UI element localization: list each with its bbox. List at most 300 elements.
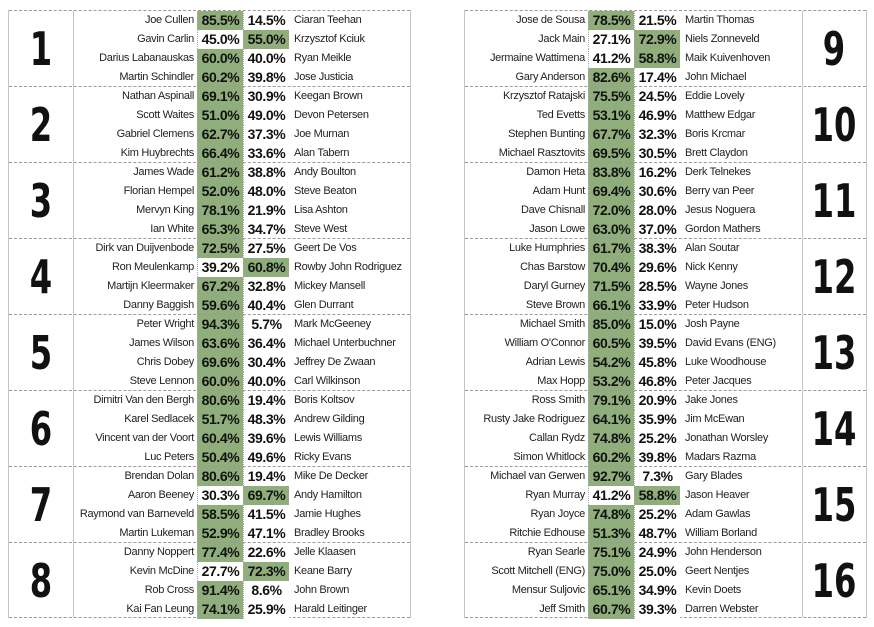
player-two-probability: 45.8% bbox=[634, 353, 680, 372]
player-two-name: Jake Jones bbox=[685, 394, 738, 406]
player-two-name: Alan Tabern bbox=[294, 147, 350, 159]
player-two-name: Keegan Brown bbox=[294, 90, 363, 102]
match-row bbox=[73, 334, 410, 353]
player-one-name: Daryl Gurney bbox=[523, 280, 585, 292]
player-one-name: Michael Smith bbox=[519, 318, 585, 330]
player-two-probability: 16.2% bbox=[634, 163, 680, 182]
player-one-probability: 27.1% bbox=[588, 30, 634, 49]
player-two-name: Glen Durrant bbox=[294, 299, 354, 311]
match-row bbox=[73, 87, 410, 106]
player-two-name: Steve West bbox=[294, 223, 348, 235]
player-one-probability: 41.2% bbox=[588, 49, 634, 68]
player-one-name: Adam Hunt bbox=[532, 185, 585, 197]
player-one-probability: 27.7% bbox=[197, 562, 243, 581]
group-number: 10 bbox=[811, 98, 857, 152]
match-row bbox=[73, 562, 410, 581]
player-one-name: Luke Humphries bbox=[509, 242, 585, 254]
player-two-probability: 8.6% bbox=[243, 581, 289, 600]
match-row bbox=[73, 429, 410, 448]
player-two-probability: 46.9% bbox=[634, 106, 680, 125]
match-row bbox=[73, 410, 410, 429]
match-row bbox=[73, 467, 410, 486]
player-one-name: Martin Lukeman bbox=[119, 527, 194, 539]
player-one-name: Ted Evetts bbox=[536, 109, 585, 121]
match-group bbox=[465, 10, 866, 86]
player-two-probability: 21.9% bbox=[243, 201, 289, 220]
player-two-name: Geert De Vos bbox=[294, 242, 357, 254]
player-one-probability: 60.4% bbox=[197, 429, 243, 448]
player-one-probability: 52.9% bbox=[197, 524, 243, 543]
match-row bbox=[73, 505, 410, 524]
player-one-probability: 58.5% bbox=[197, 505, 243, 524]
player-two-name: Lewis Williams bbox=[294, 432, 362, 444]
player-one-name: Martin Schindler bbox=[119, 71, 194, 83]
player-two-probability: 25.2% bbox=[634, 505, 680, 524]
player-two-name: Jeffrey De Zwaan bbox=[294, 356, 376, 368]
player-two-name: Jelle Klaasen bbox=[294, 546, 356, 558]
match-group bbox=[9, 390, 410, 466]
match-row bbox=[73, 296, 410, 315]
match-row bbox=[73, 11, 410, 30]
match-row bbox=[465, 581, 802, 600]
player-two-name: Kevin Doets bbox=[685, 584, 742, 596]
player-two-name: Mark McGeeney bbox=[294, 318, 371, 330]
match-row bbox=[73, 353, 410, 372]
player-two-probability: 24.5% bbox=[634, 87, 680, 106]
match-row bbox=[465, 277, 802, 296]
player-one-name: Ron Meulenkamp bbox=[111, 261, 194, 273]
player-two-name: Alan Soutar bbox=[685, 242, 740, 254]
player-two-name: Matthew Edgar bbox=[685, 109, 756, 121]
match-row bbox=[465, 68, 802, 87]
player-two-probability: 33.9% bbox=[634, 296, 680, 315]
match-group bbox=[465, 238, 866, 314]
match-group bbox=[465, 314, 866, 390]
player-one-probability: 74.1% bbox=[197, 600, 243, 619]
player-one-probability: 54.2% bbox=[588, 353, 634, 372]
player-one-name: Rob Cross bbox=[144, 584, 194, 596]
player-two-name: Michael Unterbuchner bbox=[294, 337, 396, 349]
player-one-name: Jason Lowe bbox=[529, 223, 585, 235]
player-two-probability: 39.8% bbox=[243, 68, 289, 87]
player-two-probability: 20.9% bbox=[634, 391, 680, 410]
player-one-name: Danny Baggish bbox=[123, 299, 194, 311]
player-one-name: Adrian Lewis bbox=[525, 356, 585, 368]
player-two-probability: 38.8% bbox=[243, 163, 289, 182]
player-one-probability: 72.0% bbox=[588, 201, 634, 220]
player-one-probability: 74.8% bbox=[588, 429, 634, 448]
player-one-probability: 79.1% bbox=[588, 391, 634, 410]
player-two-name: Jim McEwan bbox=[685, 413, 745, 425]
player-one-name: Jack Main bbox=[538, 33, 585, 45]
player-one-name: James Wilson bbox=[129, 337, 194, 349]
player-one-probability: 94.3% bbox=[197, 315, 243, 334]
player-one-probability: 60.0% bbox=[197, 49, 243, 68]
player-two-probability: 48.7% bbox=[634, 524, 680, 543]
player-one-probability: 51.3% bbox=[588, 524, 634, 543]
player-two-name: Harald Leitinger bbox=[294, 603, 367, 615]
player-one-name: Darius Labanauskas bbox=[99, 52, 194, 64]
player-two-probability: 17.4% bbox=[634, 68, 680, 87]
player-one-name: Florian Hempel bbox=[123, 185, 194, 197]
player-one-probability: 65.1% bbox=[588, 581, 634, 600]
right-bracket-panel bbox=[464, 10, 867, 618]
player-one-name: Simon Whitlock bbox=[513, 451, 585, 463]
match-row bbox=[465, 600, 802, 619]
player-two-name: Josh Payne bbox=[685, 318, 740, 330]
match-group bbox=[9, 10, 410, 86]
player-one-name: Gavin Carlin bbox=[137, 33, 194, 45]
player-two-name: Jonathan Worsley bbox=[685, 432, 769, 444]
player-two-probability: 29.6% bbox=[634, 258, 680, 277]
match-row bbox=[465, 429, 802, 448]
match-row bbox=[73, 581, 410, 600]
player-two-probability: 46.8% bbox=[634, 372, 680, 391]
player-one-name: Kevin McDine bbox=[129, 565, 194, 577]
match-row bbox=[465, 258, 802, 277]
match-row bbox=[465, 486, 802, 505]
player-two-name: Boris Krcmar bbox=[685, 128, 745, 140]
group-number: 16 bbox=[811, 554, 857, 608]
player-two-name: Brett Claydon bbox=[685, 147, 748, 159]
group-number: 14 bbox=[811, 402, 857, 456]
player-two-name: Luke Woodhouse bbox=[685, 356, 767, 368]
player-one-name: Mensur Suljovic bbox=[511, 584, 585, 596]
player-one-probability: 60.7% bbox=[588, 600, 634, 619]
player-one-probability: 70.4% bbox=[588, 258, 634, 277]
player-two-probability: 21.5% bbox=[634, 11, 680, 30]
player-two-name: Andrew Gilding bbox=[294, 413, 365, 425]
match-row bbox=[73, 163, 410, 182]
player-two-name: Derk Telnekes bbox=[685, 166, 751, 178]
player-one-probability: 71.5% bbox=[588, 277, 634, 296]
player-one-name: Martijn Kleermaker bbox=[107, 280, 194, 292]
player-one-name: Karel Sedlacek bbox=[124, 413, 194, 425]
match-row bbox=[73, 68, 410, 87]
player-one-probability: 69.1% bbox=[197, 87, 243, 106]
player-one-probability: 51.7% bbox=[197, 410, 243, 429]
match-row bbox=[73, 125, 410, 144]
player-two-name: Madars Razma bbox=[685, 451, 756, 463]
match-row bbox=[465, 505, 802, 524]
match-row bbox=[465, 49, 802, 68]
match-group bbox=[465, 390, 866, 466]
player-two-probability: 35.9% bbox=[634, 410, 680, 429]
match-group bbox=[9, 86, 410, 162]
player-two-name: Geert Nentjes bbox=[685, 565, 749, 577]
player-two-probability: 25.2% bbox=[634, 429, 680, 448]
match-group bbox=[9, 162, 410, 238]
player-one-probability: 39.2% bbox=[197, 258, 243, 277]
player-two-probability: 30.6% bbox=[634, 182, 680, 201]
group-number: 9 bbox=[822, 22, 846, 76]
group-number: 5 bbox=[29, 326, 53, 380]
match-row bbox=[465, 182, 802, 201]
player-one-probability: 60.2% bbox=[588, 448, 634, 467]
group-number: 4 bbox=[29, 250, 53, 304]
player-one-probability: 45.0% bbox=[197, 30, 243, 49]
match-row bbox=[465, 524, 802, 543]
match-row bbox=[73, 524, 410, 543]
player-one-probability: 66.4% bbox=[197, 144, 243, 163]
player-two-name: John Michael bbox=[685, 71, 747, 83]
player-two-probability: 58.8% bbox=[634, 486, 680, 505]
match-row bbox=[73, 201, 410, 220]
match-group bbox=[9, 238, 410, 314]
match-row bbox=[73, 448, 410, 467]
player-one-name: Vincent van der Voort bbox=[95, 432, 194, 444]
match-row bbox=[73, 220, 410, 239]
player-one-probability: 69.5% bbox=[588, 144, 634, 163]
group-number: 12 bbox=[811, 250, 857, 304]
player-two-probability: 33.6% bbox=[243, 144, 289, 163]
player-one-name: Ryan Joyce bbox=[530, 508, 585, 520]
player-one-name: Raymond van Barneveld bbox=[79, 508, 194, 520]
player-one-name: Danny Noppert bbox=[123, 546, 194, 558]
player-one-name: Ryan Murray bbox=[525, 489, 585, 501]
player-two-probability: 39.5% bbox=[634, 334, 680, 353]
player-two-probability: 72.9% bbox=[634, 30, 680, 49]
player-two-name: Eddie Lovely bbox=[685, 90, 745, 102]
player-one-name: Brendan Dolan bbox=[124, 470, 194, 482]
player-two-probability: 39.3% bbox=[634, 600, 680, 619]
player-one-name: Ross Smith bbox=[531, 394, 585, 406]
player-two-probability: 22.6% bbox=[243, 543, 289, 562]
player-one-probability: 82.6% bbox=[588, 68, 634, 87]
match-row bbox=[465, 125, 802, 144]
player-two-name: Joe Murnan bbox=[294, 128, 350, 140]
match-row bbox=[465, 410, 802, 429]
player-one-name: Max Hopp bbox=[537, 375, 585, 387]
player-two-name: Devon Petersen bbox=[294, 109, 369, 121]
match-row bbox=[465, 163, 802, 182]
player-one-name: Steve Lennon bbox=[129, 375, 194, 387]
match-row bbox=[465, 562, 802, 581]
player-one-name: Scott Waites bbox=[136, 109, 194, 121]
player-one-probability: 85.0% bbox=[588, 315, 634, 334]
match-row bbox=[465, 30, 802, 49]
match-row bbox=[73, 106, 410, 125]
match-row bbox=[73, 372, 410, 391]
player-two-name: Gordon Mathers bbox=[685, 223, 761, 235]
player-two-name: Ricky Evans bbox=[294, 451, 352, 463]
player-one-probability: 77.4% bbox=[197, 543, 243, 562]
player-two-name: Gary Blades bbox=[685, 470, 743, 482]
player-one-probability: 75.1% bbox=[588, 543, 634, 562]
group-divider bbox=[802, 391, 803, 466]
player-one-name: Ritchie Edhouse bbox=[509, 527, 585, 539]
player-two-name: Ciaran Teehan bbox=[294, 14, 362, 26]
player-two-name: John Henderson bbox=[685, 546, 762, 558]
player-two-probability: 34.7% bbox=[243, 220, 289, 239]
group-number: 13 bbox=[811, 326, 857, 380]
match-row bbox=[465, 448, 802, 467]
match-row bbox=[465, 391, 802, 410]
player-two-name: Jamie Hughes bbox=[294, 508, 361, 520]
player-two-name: David Evans (ENG) bbox=[685, 337, 776, 349]
player-one-name: Ian White bbox=[150, 223, 194, 235]
match-row bbox=[465, 467, 802, 486]
player-one-probability: 53.2% bbox=[588, 372, 634, 391]
player-one-name: Stephen Bunting bbox=[508, 128, 585, 140]
player-one-name: Joe Cullen bbox=[145, 14, 194, 26]
match-row bbox=[465, 543, 802, 562]
player-one-probability: 50.4% bbox=[197, 448, 243, 467]
player-two-name: Boris Koltsov bbox=[294, 394, 355, 406]
player-one-probability: 80.6% bbox=[197, 391, 243, 410]
player-one-probability: 59.6% bbox=[197, 296, 243, 315]
player-one-probability: 30.3% bbox=[197, 486, 243, 505]
match-group bbox=[9, 314, 410, 390]
player-two-name: Nick Kenny bbox=[685, 261, 738, 273]
player-one-probability: 64.1% bbox=[588, 410, 634, 429]
match-group bbox=[9, 466, 410, 542]
player-one-probability: 92.7% bbox=[588, 467, 634, 486]
player-two-name: Peter Jacques bbox=[685, 375, 752, 387]
player-two-name: Rowby John Rodriguez bbox=[294, 261, 402, 273]
player-two-name: Steve Beaton bbox=[294, 185, 357, 197]
player-one-probability: 63.6% bbox=[197, 334, 243, 353]
player-one-name: Michael van Gerwen bbox=[490, 470, 585, 482]
player-two-probability: 38.3% bbox=[634, 239, 680, 258]
player-two-name: Andy Boulton bbox=[294, 166, 356, 178]
player-one-probability: 75.0% bbox=[588, 562, 634, 581]
player-two-name: Bradley Brooks bbox=[294, 527, 365, 539]
player-one-probability: 61.2% bbox=[197, 163, 243, 182]
player-one-name: Peter Wright bbox=[136, 318, 194, 330]
player-two-probability: 19.4% bbox=[243, 467, 289, 486]
group-number: 15 bbox=[811, 478, 857, 532]
match-row bbox=[465, 353, 802, 372]
player-two-probability: 72.3% bbox=[243, 562, 289, 581]
player-one-name: Callan Rydz bbox=[528, 432, 585, 444]
player-two-name: Jose Justicia bbox=[294, 71, 354, 83]
player-one-name: Dave Chisnall bbox=[521, 204, 585, 216]
player-two-probability: 55.0% bbox=[243, 30, 289, 49]
match-row bbox=[73, 49, 410, 68]
player-one-probability: 67.2% bbox=[197, 277, 243, 296]
player-one-name: Michael Rasztovits bbox=[498, 147, 585, 159]
player-one-name: Jermaine Wattimena bbox=[489, 52, 585, 64]
player-two-probability: 28.5% bbox=[634, 277, 680, 296]
player-two-probability: 34.9% bbox=[634, 581, 680, 600]
group-number: 7 bbox=[29, 478, 53, 532]
player-one-name: Scott Mitchell (ENG) bbox=[491, 565, 585, 577]
player-one-probability: 67.7% bbox=[588, 125, 634, 144]
player-one-probability: 66.1% bbox=[588, 296, 634, 315]
player-two-probability: 32.8% bbox=[243, 277, 289, 296]
group-number: 11 bbox=[811, 174, 857, 228]
player-two-probability: 32.3% bbox=[634, 125, 680, 144]
player-two-probability: 48.3% bbox=[243, 410, 289, 429]
group-divider bbox=[802, 11, 803, 86]
player-one-probability: 75.5% bbox=[588, 87, 634, 106]
player-one-name: Dirk van Duijvenbode bbox=[95, 242, 194, 254]
match-row bbox=[73, 277, 410, 296]
player-two-probability: 40.0% bbox=[243, 49, 289, 68]
player-two-probability: 48.0% bbox=[243, 182, 289, 201]
player-one-probability: 78.1% bbox=[197, 201, 243, 220]
player-two-probability: 37.3% bbox=[243, 125, 289, 144]
player-one-probability: 72.5% bbox=[197, 239, 243, 258]
group-divider bbox=[802, 163, 803, 238]
player-one-probability: 52.0% bbox=[197, 182, 243, 201]
player-one-probability: 83.8% bbox=[588, 163, 634, 182]
player-two-probability: 30.4% bbox=[243, 353, 289, 372]
player-one-probability: 60.0% bbox=[197, 372, 243, 391]
player-two-probability: 41.5% bbox=[243, 505, 289, 524]
match-row bbox=[73, 30, 410, 49]
match-row bbox=[73, 144, 410, 163]
player-two-probability: 36.4% bbox=[243, 334, 289, 353]
player-one-probability: 74.8% bbox=[588, 505, 634, 524]
player-two-name: Ryan Meikle bbox=[294, 52, 352, 64]
group-divider bbox=[802, 467, 803, 542]
player-two-probability: 39.8% bbox=[634, 448, 680, 467]
player-two-name: Maik Kuivenhoven bbox=[685, 52, 771, 64]
group-number: 3 bbox=[29, 174, 53, 228]
group-number: 2 bbox=[29, 98, 53, 152]
player-one-name: Luc Peters bbox=[144, 451, 194, 463]
player-one-name: Jose de Sousa bbox=[516, 14, 585, 26]
match-group bbox=[465, 162, 866, 238]
player-one-name: Jeff Smith bbox=[539, 603, 585, 615]
player-one-name: Kim Huybrechts bbox=[120, 147, 194, 159]
player-two-probability: 25.0% bbox=[634, 562, 680, 581]
player-one-name: Steve Brown bbox=[525, 299, 585, 311]
player-two-name: Peter Hudson bbox=[685, 299, 749, 311]
player-one-name: Damon Heta bbox=[526, 166, 585, 178]
player-one-name: Gary Anderson bbox=[515, 71, 585, 83]
player-one-probability: 69.4% bbox=[588, 182, 634, 201]
player-two-probability: 60.8% bbox=[243, 258, 289, 277]
player-one-name: Chas Barstow bbox=[520, 261, 585, 273]
player-two-probability: 40.0% bbox=[243, 372, 289, 391]
player-one-name: Krzysztof Ratajski bbox=[502, 90, 585, 102]
match-row bbox=[465, 201, 802, 220]
player-one-name: Mervyn King bbox=[136, 204, 194, 216]
player-one-probability: 41.2% bbox=[588, 486, 634, 505]
player-two-name: Adam Gawlas bbox=[685, 508, 751, 520]
player-one-name: James Wade bbox=[133, 166, 194, 178]
player-two-probability: 37.0% bbox=[634, 220, 680, 239]
player-two-name: Jesus Noguera bbox=[685, 204, 756, 216]
player-two-probability: 40.4% bbox=[243, 296, 289, 315]
match-row bbox=[73, 543, 410, 562]
match-group bbox=[9, 542, 410, 618]
group-divider bbox=[802, 239, 803, 314]
player-two-name: Wayne Jones bbox=[685, 280, 748, 292]
match-row bbox=[73, 600, 410, 619]
player-two-name: Keane Barry bbox=[294, 565, 352, 577]
left-bracket-panel bbox=[8, 10, 411, 618]
player-one-probability: 60.5% bbox=[588, 334, 634, 353]
match-group bbox=[465, 466, 866, 542]
player-two-probability: 24.9% bbox=[634, 543, 680, 562]
player-two-probability: 5.7% bbox=[243, 315, 289, 334]
player-one-probability: 65.3% bbox=[197, 220, 243, 239]
match-row bbox=[465, 296, 802, 315]
player-one-name: Chris Dobey bbox=[136, 356, 194, 368]
player-two-name: William Borland bbox=[685, 527, 757, 539]
group-number: 1 bbox=[29, 22, 53, 76]
player-two-probability: 47.1% bbox=[243, 524, 289, 543]
match-row bbox=[465, 334, 802, 353]
player-two-name: Lisa Ashton bbox=[294, 204, 348, 216]
match-row bbox=[465, 87, 802, 106]
player-one-probability: 62.7% bbox=[197, 125, 243, 144]
player-one-probability: 60.2% bbox=[197, 68, 243, 87]
